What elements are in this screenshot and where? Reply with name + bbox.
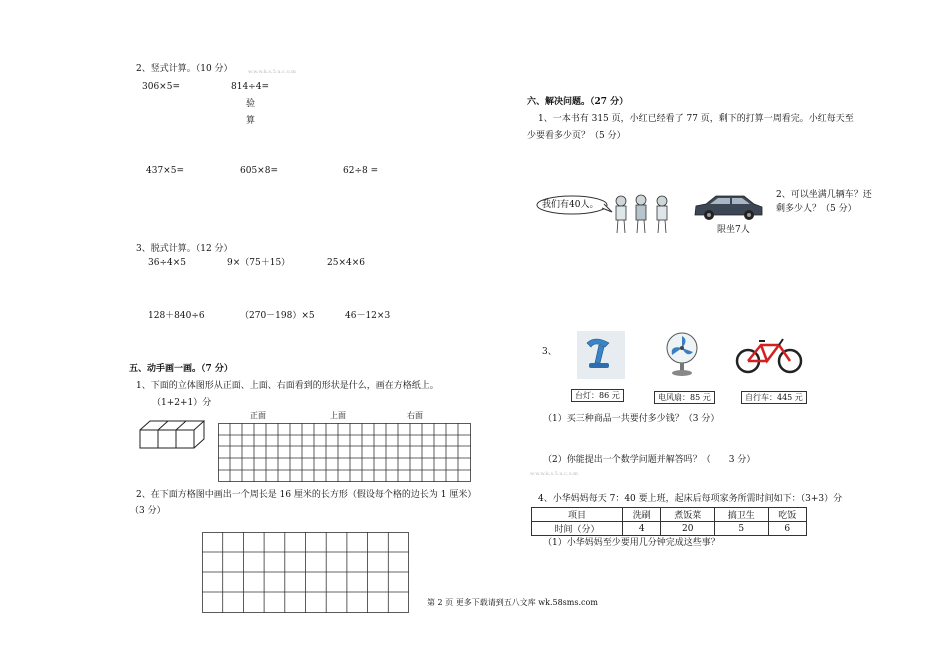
table-cell: 4 bbox=[623, 522, 661, 536]
s6-q1-line1: 1、一本书有 315 页，小红已经看了 77 页，剩下的打算一周看完。小红每天至 bbox=[538, 114, 854, 124]
s6-q3-1: （1）买三种商品一共要付多少钱？（3 分） bbox=[543, 414, 720, 424]
price-label-fan: 电风扇：85 元 bbox=[654, 391, 715, 404]
view-label-right: 右面 bbox=[407, 411, 423, 420]
s6-q2-line2: 剩多少人？（5 分） bbox=[776, 204, 857, 214]
table-cell: 20 bbox=[661, 522, 715, 536]
q3-item: 128＋840÷6 bbox=[148, 311, 205, 321]
table-row bbox=[532, 508, 807, 522]
s6-q1-line2: 少要看多少页？（5 分） bbox=[527, 131, 626, 141]
q2-title: 2、竖式计算。（10 分） bbox=[136, 64, 233, 74]
table-cell: 6 bbox=[768, 522, 807, 536]
s6-q3-2: （2）你能提出一个数学问题并解答吗？（ 3 分） bbox=[543, 455, 756, 465]
q3-title: 3、脱式计算。（12 分） bbox=[136, 244, 233, 254]
s5-q1-text: 1、下面的立体图形从正面、上面、右面看到的形状是什么，画在方格纸上。 bbox=[136, 381, 439, 391]
q2-item: 306×5= bbox=[142, 82, 180, 92]
bicycle-icon bbox=[735, 335, 803, 375]
chores-table bbox=[531, 507, 807, 536]
table-cell: 5 bbox=[714, 522, 768, 536]
page-footer: 第 2 页 更多下载请到五八文库 wk.58sms.com bbox=[427, 598, 598, 607]
table-row bbox=[532, 522, 807, 536]
table-cell: 搞卫生 bbox=[714, 508, 768, 522]
s6-q4-1: （1）小华妈妈至少要用几分钟完成这些事？ bbox=[543, 538, 720, 548]
q2-item: 814÷4= bbox=[231, 82, 269, 92]
q2-item: 437×5= bbox=[146, 166, 184, 176]
bubble-text: 我们有40人。 bbox=[542, 200, 599, 210]
view-label-top: 上面 bbox=[330, 411, 346, 420]
cube-figure bbox=[138, 419, 218, 455]
s6-q2-line1: 2、可以坐满几辆车？还 bbox=[776, 190, 872, 200]
s6-q4-text: 4、小华妈妈每天 7：40 要上班，起床后每项家务所需时间如下：（3+3）分 bbox=[538, 494, 843, 504]
check-char: 验 bbox=[246, 99, 256, 109]
car-label: 限坐7人 bbox=[717, 225, 750, 235]
view-label-front: 正面 bbox=[250, 411, 266, 420]
q3-item: （270－198）×5 bbox=[240, 311, 315, 321]
grid-paper-rectangle[interactable] bbox=[202, 532, 410, 614]
s5-q2-text: 2、在下面方格图中画出一个周长是 16 厘米的长方形（假设每个格的边长为 1 厘米） bbox=[136, 490, 477, 500]
table-cell: 时间（分） bbox=[532, 522, 623, 536]
children-illustration bbox=[611, 193, 675, 237]
car-icon bbox=[692, 193, 764, 223]
section6-title: 六、解决问题。（27 分） bbox=[527, 97, 629, 107]
section5-title: 五、动手画一画。（7 分） bbox=[129, 364, 233, 374]
q3-item: 9×（75＋15） bbox=[227, 258, 291, 268]
table-cell: 吃饭 bbox=[768, 508, 807, 522]
table-cell: 项目 bbox=[532, 508, 623, 522]
check-char: 算 bbox=[246, 116, 256, 126]
q3-item: 36÷4×5 bbox=[148, 258, 186, 268]
q2-item: 605×8= bbox=[240, 166, 278, 176]
s5-q2-score: （3 分） bbox=[130, 506, 166, 516]
table-cell: 洗刷 bbox=[623, 508, 661, 522]
price-label-lamp: 台灯：86 元 bbox=[571, 389, 624, 402]
desk-lamp-icon bbox=[577, 331, 625, 379]
watermark-text: w.w.w.k.s.5.u.c.o.m bbox=[248, 69, 296, 75]
electric-fan-icon bbox=[662, 330, 702, 378]
grid-paper-views[interactable] bbox=[218, 423, 472, 483]
q2-item: 62÷8 = bbox=[343, 166, 379, 176]
table-cell: 煮饭菜 bbox=[661, 508, 715, 522]
s6-q3-number: 3、 bbox=[542, 347, 557, 357]
s5-q1-score: （1+2+1）分 bbox=[152, 398, 212, 408]
watermark-text: w.w.w.k.s.5.u.c.o.m bbox=[530, 471, 578, 477]
q3-item: 46－12×3 bbox=[345, 311, 391, 321]
q3-item: 25×4×6 bbox=[327, 258, 365, 268]
price-label-bicycle: 自行车：445 元 bbox=[741, 391, 807, 404]
